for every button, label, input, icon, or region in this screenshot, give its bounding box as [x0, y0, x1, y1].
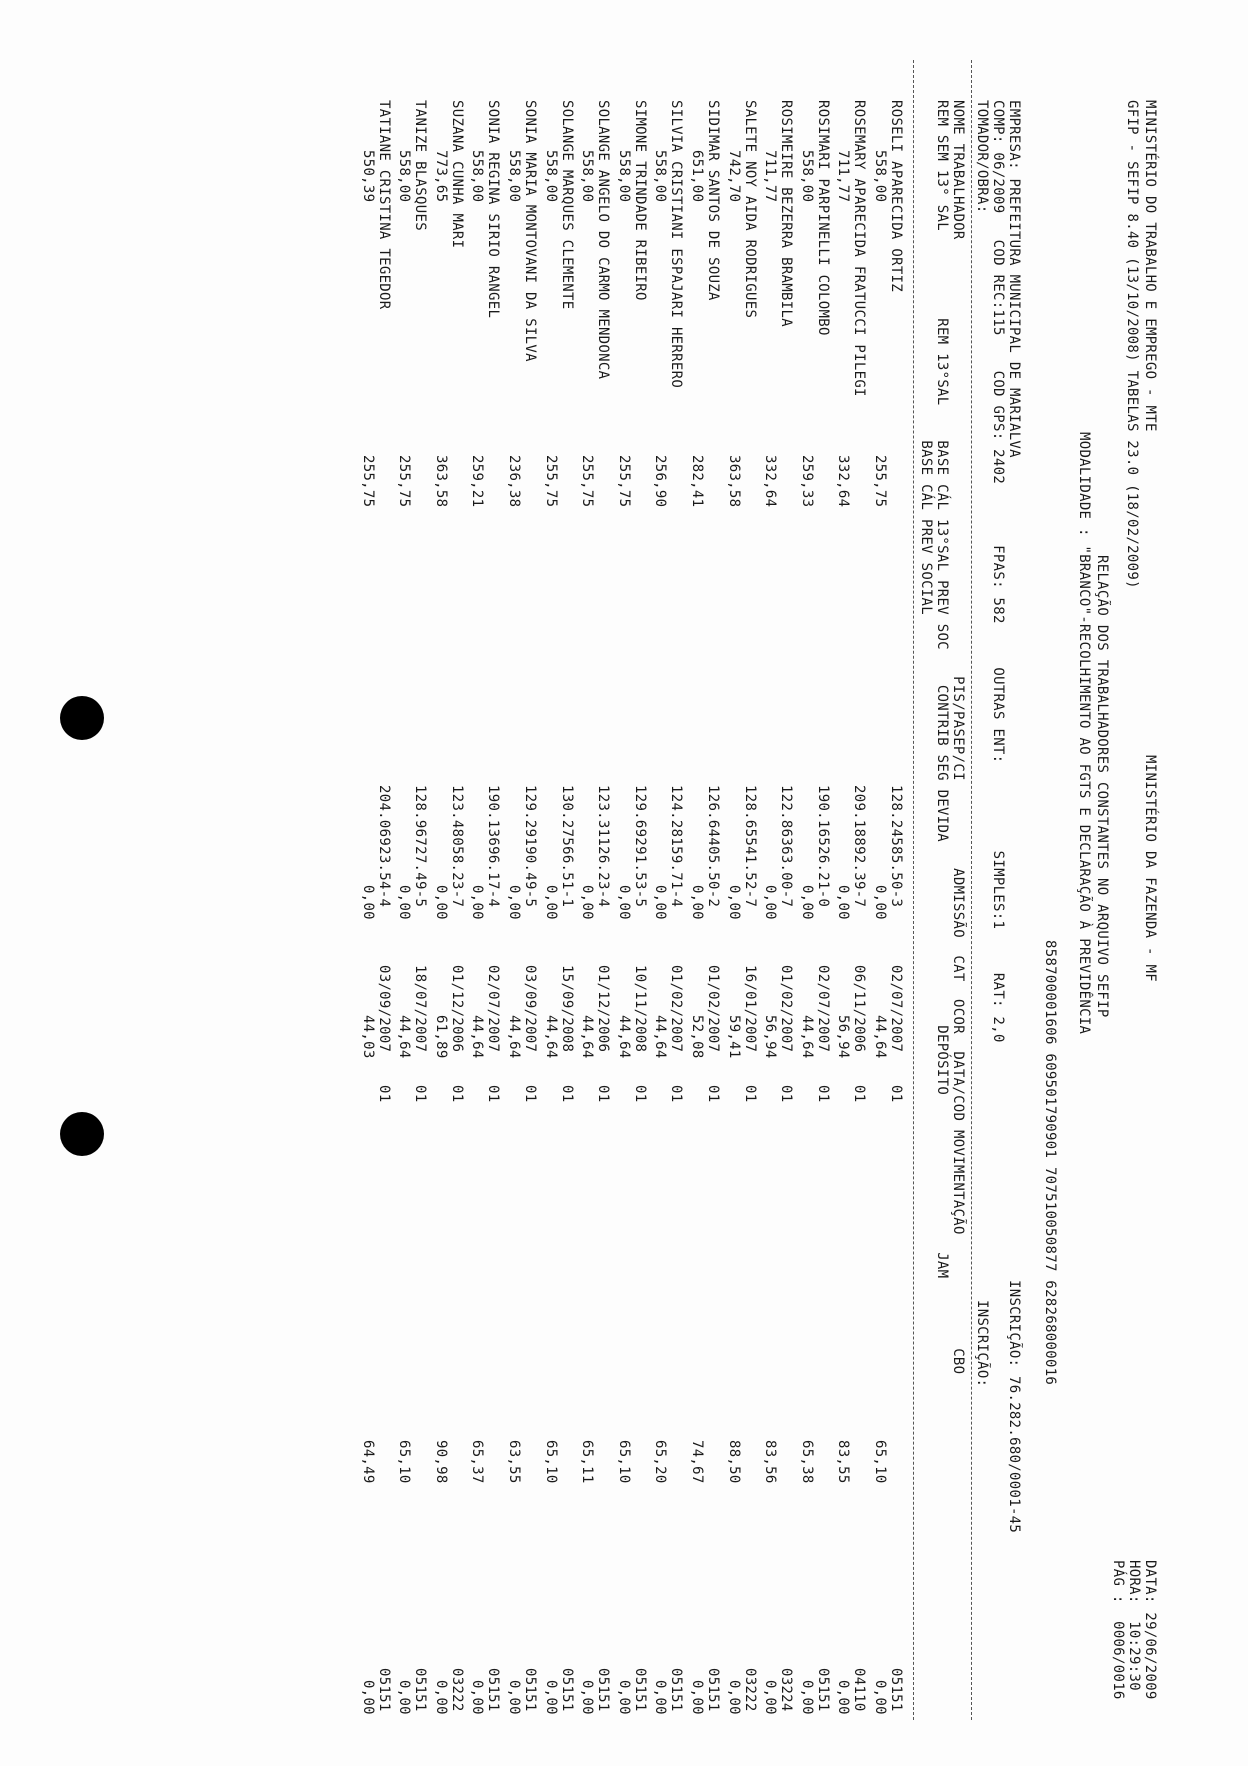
worker-cbo: 05151	[888, 1668, 904, 1712]
worker-deposito: 83,56	[762, 1440, 779, 1484]
worker-cat: 01	[448, 1085, 465, 1103]
worker-name: SOLANGE MARQUES CLEMENTE	[558, 100, 575, 310]
worker-deposito: 65,37	[469, 1440, 486, 1484]
worker-contrib: 44,64	[542, 1015, 559, 1059]
worker-rem: 558,00	[615, 150, 632, 203]
worker-rem13: 259,33	[798, 455, 815, 508]
worker-pis: 209.18892.39-7	[851, 785, 868, 908]
worker-cbo: 04110	[851, 1668, 868, 1712]
worker-name: SIDIMAR SANTOS DE SOUZA	[705, 100, 721, 301]
worker-cat: 01	[631, 1085, 648, 1103]
inscricao-label: INSCRIÇÃO: 76.282.680/0001-45	[1006, 1280, 1022, 1534]
worker-admissao: 15/09/2008	[558, 965, 575, 1053]
worker-base13: 0,00	[689, 885, 705, 920]
tomador-label: TOMADOR/OBRA:	[974, 100, 990, 214]
worker-pis: 126.64405.50-2	[705, 785, 721, 908]
divider	[971, 60, 972, 1720]
worker-base13: 0,00	[469, 885, 486, 920]
worker-cbo: 03222	[741, 1668, 758, 1712]
worker-base13: 0,00	[798, 885, 815, 920]
worker-rem13: 332,64	[835, 455, 852, 508]
worker-contrib: 44,64	[506, 1015, 522, 1059]
worker-rem: 651,00	[689, 150, 705, 203]
worker-cbo: 03224	[778, 1668, 795, 1712]
empresa-label: EMPRESA: PREFEITURA MUNICIPAL DE MARIALVA	[1006, 100, 1022, 458]
tomador-inscricao-label: INSCRIÇÃO:	[974, 1300, 990, 1388]
report-title: RELAÇÃO DOS TRABALHADORES CONSTANTES NO ARQUIVO SEFIP	[1094, 555, 1110, 1018]
report-time: HORA: 10:29:30	[1126, 1560, 1142, 1691]
worker-admissao: 10/11/2008	[631, 965, 648, 1053]
worker-jam: 0,00	[725, 1680, 742, 1715]
worker-pis: 123.31126.23-4	[595, 785, 612, 908]
worker-deposito: 88,50	[725, 1440, 742, 1484]
worker-admissao: 18/07/2007	[412, 965, 429, 1053]
worker-contrib: 44,64	[469, 1015, 486, 1059]
worker-rem: 773,65	[432, 150, 449, 203]
worker-base13: 0,00	[872, 885, 888, 920]
worker-cat: 01	[851, 1085, 868, 1103]
worker-contrib: 44,64	[872, 1015, 888, 1059]
worker-name: SILVIA CRISTIANI ESPAJARI HERRERO	[668, 100, 685, 389]
worker-contrib: 44,64	[615, 1015, 632, 1059]
worker-cbo: 05151	[705, 1668, 721, 1712]
worker-cat: 01	[522, 1085, 538, 1103]
worker-cbo: 05151	[595, 1668, 612, 1712]
worker-jam: 0,00	[652, 1680, 669, 1715]
worker-rem: 558,00	[542, 150, 559, 203]
worker-jam: 0,00	[579, 1680, 596, 1715]
worker-name: ROSEMARY APARECIDA FRATUCCI PILEGI	[851, 100, 868, 397]
worker-rem: 558,00	[469, 150, 486, 203]
worker-name: SUZANA CUNHA MARI	[448, 100, 465, 249]
worker-jam: 0,00	[542, 1680, 559, 1715]
worker-admissao: 02/07/2007	[485, 965, 502, 1053]
worker-rem: 558,00	[579, 150, 596, 203]
worker-base13: 0,00	[725, 885, 742, 920]
worker-deposito: 65,10	[872, 1440, 888, 1484]
worker-base13: 0,00	[615, 885, 632, 920]
worker-rem13: 255,75	[579, 455, 596, 508]
worker-deposito: 65,10	[615, 1440, 632, 1484]
worker-contrib: 44,03	[359, 1015, 376, 1059]
worker-deposito: 64,49	[359, 1440, 376, 1484]
worker-rem: 558,00	[506, 150, 522, 203]
worker-jam: 0,00	[835, 1680, 852, 1715]
worker-rem: 558,00	[798, 150, 815, 203]
worker-cat: 01	[412, 1085, 429, 1103]
worker-rem13: 282,41	[689, 455, 705, 508]
worker-rem13: 363,58	[725, 455, 742, 508]
worker-pis: 190.13696.17-4	[485, 785, 502, 908]
worker-cbo: 05151	[522, 1668, 538, 1712]
worker-admissao: 16/01/2007	[741, 965, 758, 1053]
worker-deposito: 65,20	[652, 1440, 669, 1484]
worker-cat: 01	[558, 1085, 575, 1103]
column-header-line2: REM SEM 13° SAL REM 13°SAL BASE CÁL 13°SAL PREV SOC CONTRIB SEG DEVIDA DEPÓSITO JAM	[934, 100, 950, 1279]
worker-name: SONIA MARIA MONTOVANI DA SILVA	[522, 100, 538, 362]
worker-cbo: 03222	[448, 1668, 465, 1712]
worker-jam: 0,00	[762, 1680, 779, 1715]
worker-cbo: 05151	[412, 1668, 429, 1712]
worker-cbo: 05151	[558, 1668, 575, 1712]
worker-pis: 190.16526.21-0	[814, 785, 831, 908]
worker-name: SALETE NOY AIDA RODRIGUES	[741, 100, 758, 319]
worker-contrib: 61,89	[432, 1015, 449, 1059]
worker-admissao: 02/07/2007	[814, 965, 831, 1053]
worker-deposito: 74,67	[689, 1440, 705, 1484]
worker-jam: 0,00	[359, 1680, 376, 1715]
worker-rem13: 255,75	[359, 455, 376, 508]
worker-pis: 128.96727.49-5	[412, 785, 429, 908]
worker-cat: 01	[741, 1085, 758, 1103]
worker-name: TANIZE BLASQUES	[412, 100, 429, 231]
worker-rem13: 236,38	[506, 455, 522, 508]
worker-jam: 0,00	[396, 1680, 413, 1715]
worker-rem: 558,00	[872, 150, 888, 203]
worker-rem13: 255,75	[396, 455, 413, 508]
worker-deposito: 65,10	[542, 1440, 559, 1484]
worker-cat: 01	[595, 1085, 612, 1103]
worker-pis: 129.69291.53-5	[631, 785, 648, 908]
ministerio-trabalho-label: MINISTÉRIO DO TRABALHO E EMPREGO - MTE	[1142, 100, 1158, 432]
worker-rem: 558,00	[652, 150, 669, 203]
worker-jam: 0,00	[689, 1680, 705, 1715]
column-header-line3: BASE CÁL PREV SOCIAL	[918, 100, 934, 615]
worker-base13: 0,00	[835, 885, 852, 920]
worker-deposito: 65,38	[798, 1440, 815, 1484]
divider	[913, 60, 914, 1720]
worker-deposito: 63,55	[506, 1440, 522, 1484]
worker-rem: 550,39	[359, 150, 376, 203]
worker-name: SIMONE TRINDADE RIBEIRO	[631, 100, 648, 301]
worker-base13: 0,00	[359, 885, 376, 920]
worker-rem13: 332,64	[762, 455, 779, 508]
worker-base13: 0,00	[542, 885, 559, 920]
report-page: PÁG : 0006/0016	[1110, 1560, 1126, 1700]
worker-cbo: 05151	[485, 1668, 502, 1712]
worker-cat: 01	[485, 1085, 502, 1103]
worker-cbo: 05151	[375, 1668, 392, 1712]
worker-rem13: 259,21	[469, 455, 486, 508]
worker-admissao: 01/12/2006	[595, 965, 612, 1053]
worker-admissao: 01/02/2007	[668, 965, 685, 1053]
worker-rem: 558,00	[396, 150, 413, 203]
worker-contrib: 56,94	[762, 1015, 779, 1059]
worker-admissao: 01/02/2007	[705, 965, 721, 1053]
worker-admissao: 06/11/2006	[851, 965, 868, 1053]
worker-rem: 711,77	[762, 150, 779, 203]
worker-cat: 01	[375, 1085, 392, 1103]
worker-admissao: 03/09/2007	[522, 965, 538, 1053]
worker-jam: 0,00	[506, 1680, 522, 1715]
ministerio-fazenda-label: MINISTÉRIO DA FAZENDA - MF	[1142, 755, 1158, 982]
competencia-line: COMP: 06/2009 COD REC:115 COD GPS: 2402 FPAS: 582 OUTRAS ENT: SIMPLES:1 RAT: 2,0	[990, 100, 1006, 1043]
worker-deposito: 65,10	[396, 1440, 413, 1484]
worker-name: ROSIMARI PARPINELLI COLOMBO	[814, 100, 831, 336]
worker-contrib: 44,64	[652, 1015, 669, 1059]
worker-rem13: 255,75	[872, 455, 888, 508]
worker-pis: 122.86363.00-7	[778, 785, 795, 908]
worker-name: SONIA REGINA SIRIO RANGEL	[485, 100, 502, 319]
worker-admissao: 02/07/2007	[888, 965, 904, 1053]
worker-pis: 130.27566.51-1	[558, 785, 575, 908]
worker-rem: 742,70	[725, 150, 742, 203]
worker-contrib: 44,64	[798, 1015, 815, 1059]
worker-jam: 0,00	[615, 1680, 632, 1715]
worker-jam: 0,00	[872, 1680, 888, 1715]
worker-pis: 204.06923.54-4	[375, 785, 392, 908]
worker-contrib: 59,41	[725, 1015, 742, 1059]
worker-admissao: 03/09/2007	[375, 965, 392, 1053]
worker-rem13: 255,75	[542, 455, 559, 508]
worker-contrib: 44,64	[396, 1015, 413, 1059]
worker-admissao: 01/02/2007	[778, 965, 795, 1053]
worker-cat: 01	[888, 1085, 904, 1103]
worker-jam: 0,00	[469, 1680, 486, 1715]
worker-name: TATIANE CRISTINA TEGEDOR	[375, 100, 392, 310]
worker-pis: 128.65541.52-7	[741, 785, 758, 908]
worker-base13: 0,00	[506, 885, 522, 920]
worker-deposito: 90,98	[432, 1440, 449, 1484]
worker-base13: 0,00	[652, 885, 669, 920]
worker-contrib: 52,08	[689, 1015, 705, 1059]
worker-cat: 01	[705, 1085, 721, 1103]
worker-pis: 123.48058.23-7	[448, 785, 465, 908]
worker-pis: 128.24585.50-3	[888, 785, 904, 908]
gfip-version-label: GFIP - SEFIP 8.40 (13/10/2008) TABELAS 23.0 (18/02/2009)	[1124, 100, 1140, 589]
report-date: DATA: 29/06/2009	[1142, 1560, 1158, 1700]
worker-cbo: 05151	[814, 1668, 831, 1712]
worker-cbo: 05151	[631, 1668, 648, 1712]
modalidade-label: MODALIDADE : "BRANCO"-RECOLHIMENTO AO FGTS E DECLARAÇÃO À PREVIDÊNCIA	[1076, 432, 1092, 1035]
worker-base13: 0,00	[762, 885, 779, 920]
worker-name: ROSELI APARECIDA ORTIZ	[888, 100, 904, 293]
worker-base13: 0,00	[396, 885, 413, 920]
worker-rem13: 255,75	[615, 455, 632, 508]
worker-pis: 129.29190.49-5	[522, 785, 538, 908]
worker-rem: 711,77	[835, 150, 852, 203]
worker-base13: 0,00	[579, 885, 596, 920]
worker-name: ROSIMEIRE BEZERRA BRAMBILA	[778, 100, 795, 327]
worker-cat: 01	[778, 1085, 795, 1103]
worker-cat: 01	[814, 1085, 831, 1103]
worker-pis: 124.28159.71-4	[668, 785, 685, 908]
column-header-line1: NOME TRABALHADOR PIS/PASEP/CI ADMISSÃO CAT OCOR DATA/COD MOVIMENTAÇÃO CBO	[950, 100, 966, 1375]
worker-contrib: 44,64	[579, 1015, 596, 1059]
worker-jam: 0,00	[798, 1680, 815, 1715]
worker-admissao: 01/12/2006	[448, 965, 465, 1053]
worker-jam: 0,00	[432, 1680, 449, 1715]
worker-rem13: 363,58	[432, 455, 449, 508]
worker-rem13: 256,90	[652, 455, 669, 508]
worker-deposito: 83,55	[835, 1440, 852, 1484]
worker-deposito: 65,11	[579, 1440, 596, 1484]
worker-name: SOLANGE ANGELO DO CARMO MENDONCA	[595, 100, 612, 380]
worker-cbo: 05151	[668, 1668, 685, 1712]
worker-cat: 01	[668, 1085, 685, 1103]
barcode-digits: 858700001606 609501790901 707510050877 628268000016	[1042, 940, 1058, 1386]
worker-contrib: 56,94	[835, 1015, 852, 1059]
worker-base13: 0,00	[432, 885, 449, 920]
